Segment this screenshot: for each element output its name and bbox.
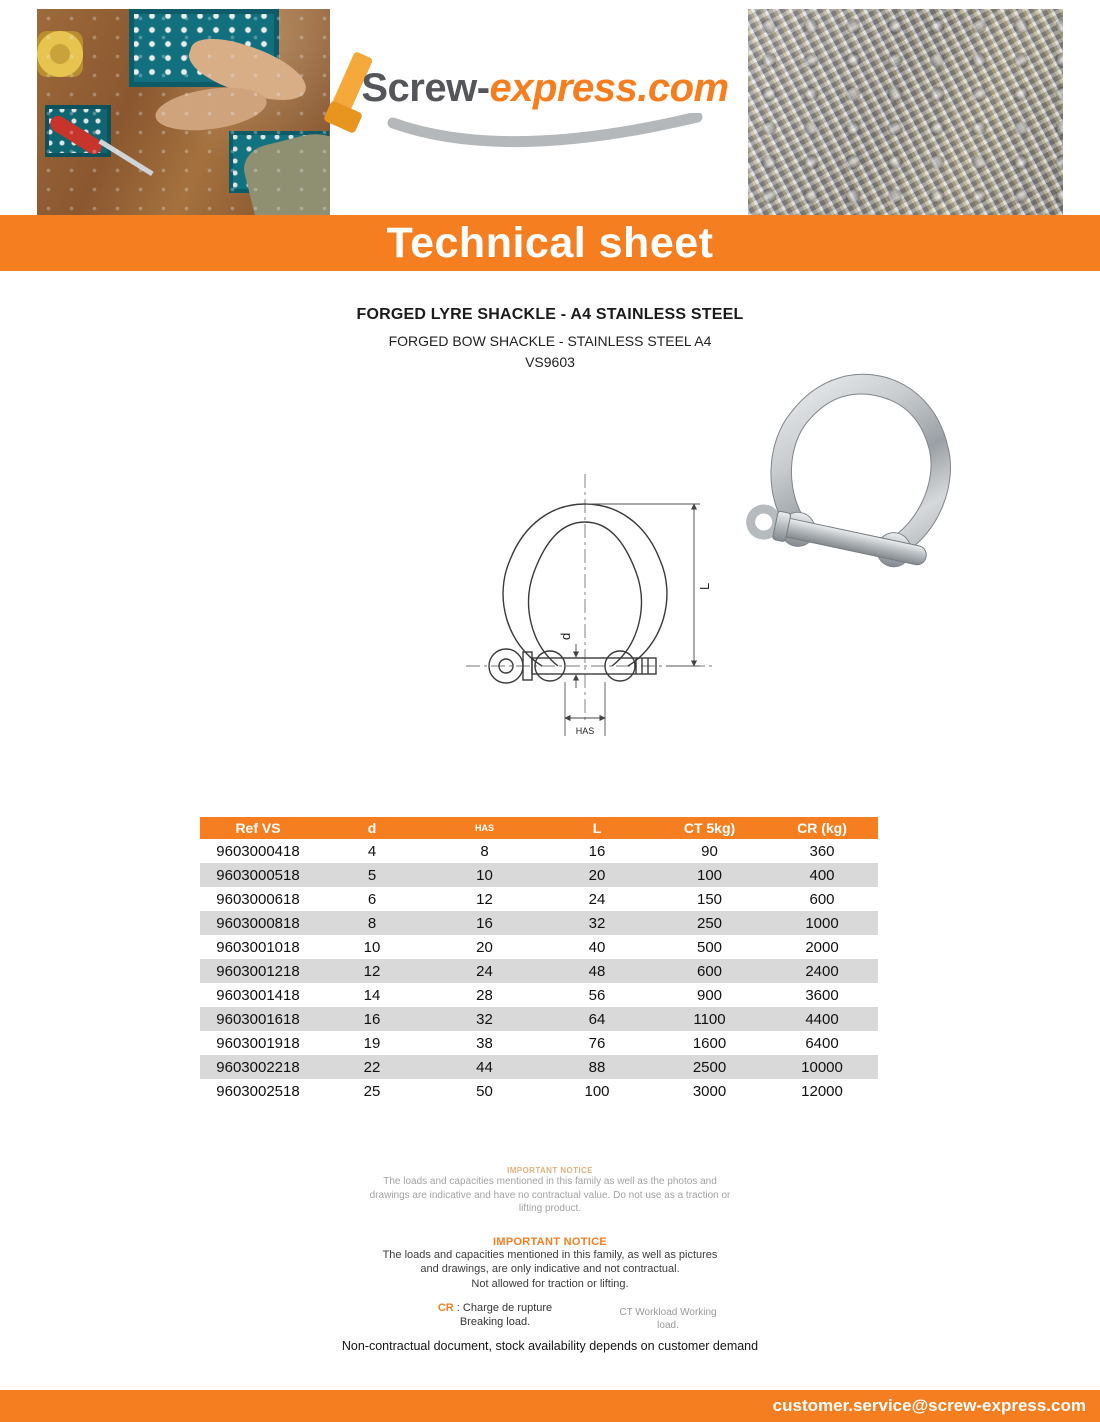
notice-main-title: IMPORTANT NOTICE [493, 1236, 607, 1248]
table-cell: 90 [701, 842, 718, 860]
brand-logo [345, 66, 745, 157]
table-cell: 50 [476, 1082, 493, 1100]
logo-text-screw: Screw- [361, 66, 490, 110]
table-header-row [200, 817, 878, 839]
table-row [200, 863, 878, 887]
customer-service-email-link[interactable]: customer.service@screw-express.com [772, 1396, 1086, 1415]
table-cell: 76 [588, 1034, 606, 1052]
table-cell: 4 [367, 842, 377, 860]
table-cell: 22 [316, 1055, 428, 1079]
table-cell: 20 [541, 863, 653, 887]
notice-main-line: The loads and capacities mentioned in this family, as well as pictures [382, 1249, 718, 1261]
table-row [200, 887, 878, 911]
table-cell: 250 [653, 911, 766, 935]
table-cell: 25 [363, 1082, 381, 1100]
col-header-has: HAS [428, 817, 541, 839]
table-cell: 150 [696, 890, 723, 908]
table-row [200, 1055, 878, 1079]
notice-faded-line: drawings are indicative and have no contractual value. Do not use as a traction or [369, 1189, 731, 1201]
table-row [200, 959, 878, 983]
table-cell: 24 [588, 890, 606, 908]
table-row [200, 839, 878, 863]
table-cell: 3000 [692, 1082, 727, 1100]
table-cell: 44 [428, 1055, 541, 1079]
table-cell: 19 [363, 1034, 381, 1052]
non-contractual-note: Non-contractual document, stock availability depends on customer demand [341, 1339, 759, 1353]
footer-bar [0, 1390, 1100, 1422]
table-cell: 9603001218 [200, 959, 316, 983]
table-cell: 9603000418 [216, 842, 300, 860]
table-cell: 16 [428, 911, 541, 935]
table-cell: 10000 [766, 1055, 878, 1079]
photo-decor-screws [37, 9, 330, 215]
product-photo-shackle [740, 348, 980, 593]
spec-table-body [200, 839, 878, 1103]
table-cell: 10 [363, 938, 381, 956]
notice-faded-title: IMPORTANT NOTICE [507, 1166, 593, 1175]
table-cell: 500 [696, 938, 723, 956]
cr-en-text: Breaking load. [459, 1316, 531, 1329]
technical-drawing [450, 466, 730, 761]
table-row [200, 1031, 878, 1055]
table-cell: 9603000618 [216, 890, 300, 908]
table-cell: 56 [588, 986, 606, 1004]
table-cell: 40 [588, 938, 606, 956]
title-banner [0, 215, 1100, 271]
table-cell: 64 [541, 1007, 653, 1031]
logo-text-express: express.com [489, 66, 729, 110]
header-photo-workbench [37, 9, 330, 215]
table-cell: 14 [363, 986, 381, 1004]
col-header-l: L [541, 817, 653, 839]
table-cell: 12 [316, 959, 428, 983]
table-cell: 10 [428, 863, 541, 887]
table-cell: 1100 [653, 1007, 766, 1031]
table-cell: 400 [766, 863, 878, 887]
table-cell: 38 [476, 1034, 493, 1052]
table-cell: 2400 [766, 959, 878, 983]
notice-faded-line: lifting product. [518, 1203, 582, 1214]
table-cell: 2000 [805, 938, 839, 956]
table-cell: 360 [809, 842, 835, 860]
col-header-d: d [316, 817, 428, 839]
table-cell: 9603000518 [200, 863, 316, 887]
table-cell: 6400 [805, 1034, 839, 1052]
col-header-ref-vs: Ref VS [200, 817, 316, 839]
table-cell: 12 [476, 890, 493, 908]
table-cell: 9603001018 [216, 938, 300, 956]
product-subtitle: FORGED BOW SHACKLE - STAINLESS STEEL A4 [388, 333, 712, 349]
product-reference: VS9603 [525, 354, 575, 370]
cr-legend-line [420, 1301, 570, 1315]
table-cell: 24 [428, 959, 541, 983]
banner-title: Technical sheet [386, 218, 714, 267]
dim-label-L: L [697, 582, 712, 590]
notice-faded [0, 1166, 1100, 1216]
table-cell: 48 [541, 959, 653, 983]
table-cell: 20 [476, 938, 493, 956]
dim-label-d: d [558, 632, 573, 640]
table-cell: 9603002218 [200, 1055, 316, 1079]
table-cell: 9603002518 [216, 1082, 300, 1100]
table-cell: 8 [480, 842, 489, 860]
table-cell: 600 [809, 890, 835, 908]
col-header-cr: CR (kg) [766, 817, 878, 839]
notice-faded-line: The loads and capacities mentioned in this family as well as the photos and [383, 1176, 717, 1187]
table-cell: 9603000818 [200, 911, 316, 935]
table-cell: 2500 [653, 1055, 766, 1079]
table-cell: 9603001918 [216, 1034, 300, 1052]
cr-abbr: CR [437, 1302, 454, 1314]
table-cell: 1000 [766, 911, 878, 935]
cr-fr-text: : Charge de rupture [453, 1302, 553, 1314]
table-cell: 12000 [801, 1082, 843, 1100]
table-cell: 32 [541, 911, 653, 935]
ct-legend-line: CT Workload Working [619, 1307, 717, 1318]
notice-main-line: Not allowed for traction or lifting. [471, 1277, 629, 1290]
dim-label-HAS: HAS [575, 726, 595, 736]
table-row [200, 983, 878, 1007]
table-cell: 6 [367, 890, 377, 908]
ct-legend [608, 1306, 728, 1332]
logo-swoosh [385, 113, 705, 157]
table-cell: 1600 [692, 1034, 727, 1052]
product-title: FORGED LYRE SHACKLE - A4 STAINLESS STEEL [356, 306, 744, 323]
col-header-ct: CT 5kg) [653, 817, 766, 839]
ct-legend-line: load. [657, 1320, 679, 1331]
table-cell: 9603001618 [200, 1007, 316, 1031]
spec-table [200, 817, 878, 1103]
table-cell: 100 [653, 863, 766, 887]
table-row [200, 1007, 878, 1031]
table-row [200, 935, 878, 959]
table-cell: 600 [653, 959, 766, 983]
table-row [200, 1079, 878, 1103]
table-cell: 3600 [805, 986, 839, 1004]
brand-logo-text [345, 66, 745, 111]
table-cell: 16 [588, 842, 606, 860]
table-cell: 9603001418 [216, 986, 300, 1004]
notice-main-line: and drawings, are only indicative and not contractual. [420, 1263, 680, 1276]
table-cell: 16 [316, 1007, 428, 1031]
table-cell: 100 [584, 1082, 610, 1100]
table-cell: 900 [696, 986, 723, 1004]
photo-decor-screw-heads [748, 9, 1063, 215]
table-cell: 88 [541, 1055, 653, 1079]
table-cell: 28 [476, 986, 493, 1004]
table-cell: 4400 [766, 1007, 878, 1031]
table-row [200, 911, 878, 935]
header-photo-screws [748, 9, 1063, 215]
table-cell: 8 [316, 911, 428, 935]
notice-main [0, 1236, 1100, 1291]
table-cell: 5 [316, 863, 428, 887]
table-cell: 32 [428, 1007, 541, 1031]
cr-legend [420, 1301, 570, 1330]
